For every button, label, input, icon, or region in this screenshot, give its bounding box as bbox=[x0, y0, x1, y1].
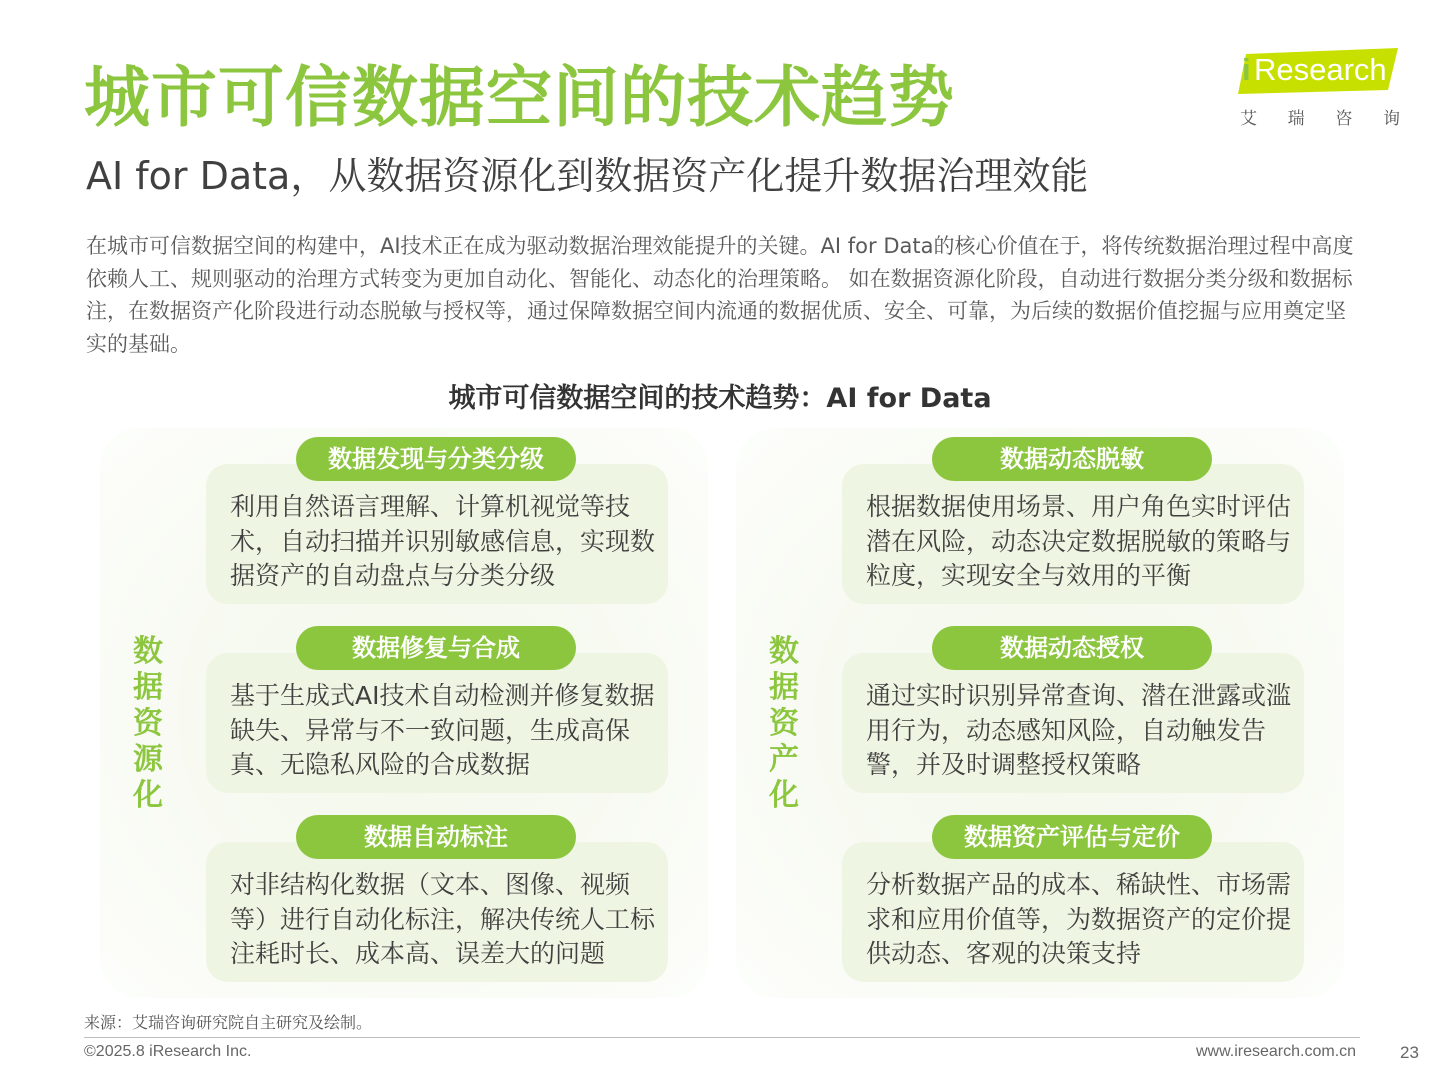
card-data-repair bbox=[206, 653, 668, 793]
logo-cn-char: 艾 bbox=[1240, 109, 1257, 129]
card-description: 根据数据使用场景、用户角色实时评估潜在风险，动态决定数据脱敏的策略与粒度，实现安全与效用的平衡 bbox=[866, 492, 1292, 590]
logo-wordmark: Research bbox=[1254, 52, 1387, 87]
card-title-badge: 数据动态授权 bbox=[932, 626, 1212, 670]
stage-label-char: 数 bbox=[769, 634, 799, 669]
logo-cn-char: 询 bbox=[1382, 109, 1400, 129]
page-title: 城市可信数据空间的技术趋势 bbox=[84, 59, 955, 136]
card-description: 通过实时识别异常查询、潜在泄露或滥用行为，动态感知风险，自动触发告警，并及时调整授权策略 bbox=[866, 681, 1292, 779]
logo-letter-i: i bbox=[1242, 52, 1251, 87]
copyright-text: ©2025.8 iResearch Inc. bbox=[84, 1043, 252, 1060]
stage-label-char: 据 bbox=[133, 670, 163, 705]
card-description: 分析数据产品的成本、稀缺性、市场需求和应用价值等，为数据资产的定价提供动态、客观的决策支持 bbox=[866, 870, 1292, 968]
logo-cn-char: 瑞 bbox=[1287, 109, 1305, 129]
source-note: 来源：艾瑞咨询研究院自主研究及绘制。 bbox=[84, 1013, 373, 1032]
stage-label-char: 据 bbox=[769, 670, 799, 705]
stage-label-char: 资 bbox=[133, 706, 163, 741]
asset-stage-label bbox=[764, 634, 804, 814]
stage-label-char: 数 bbox=[133, 634, 163, 669]
card-dynamic-masking bbox=[842, 464, 1304, 604]
stage-label-char: 源 bbox=[133, 742, 163, 777]
card-description: 利用自然语言理解、计算机视觉等技术，自动扫描并识别敏感信息，实现数据资产的自动盘点与分类分级 bbox=[230, 492, 656, 590]
card-description: 对非结构化数据（文本、图像、视频等）进行自动化标注，解决传统人工标注耗时长、成本高、误差大的问题 bbox=[230, 870, 656, 968]
footer-divider bbox=[84, 1037, 1360, 1038]
website-link[interactable]: www.iresearch.com.cn bbox=[1196, 1043, 1357, 1060]
stage-label-char: 资 bbox=[769, 706, 799, 741]
card-dynamic-authorization bbox=[842, 653, 1304, 793]
card-title-badge: 数据发现与分类分级 bbox=[296, 437, 576, 481]
stage-label-char: 产 bbox=[769, 742, 799, 777]
card-title-badge: 数据修复与合成 bbox=[296, 626, 576, 670]
card-title-badge: 数据动态脱敏 bbox=[932, 437, 1212, 481]
card-description: 基于生成式AI技术自动检测并修复数据缺失、异常与不一致问题，生成高保真、无隐私风险的合成数据 bbox=[230, 681, 655, 779]
page-number: 23 bbox=[1400, 1043, 1419, 1062]
card-data-discovery bbox=[206, 464, 668, 604]
iresearch-logo bbox=[1238, 46, 1400, 130]
logo-cn-char: 咨 bbox=[1335, 109, 1353, 129]
card-asset-valuation bbox=[842, 842, 1304, 982]
stage-label-char: 化 bbox=[769, 778, 799, 813]
diagram-title: 城市可信数据空间的技术趋势：AI for Data bbox=[448, 383, 992, 414]
card-title-badge: 数据资产评估与定价 bbox=[932, 815, 1212, 859]
intro-paragraph: 在城市可信数据空间的构建中，AI技术正在成为驱动数据治理效能提升的关键。AI for Data的核心价值在于，将传统数据治理过程中高度依赖人工、规则驱动的治理方式转变为更加自动化、智能化、动态化的治理策略。 如在数据资源化阶段，自动进行数据分类分级和数据标注，在数据资产化阶段进行动态脱敏与授权等，通过保障数据空间内流通的数据优质、安全、可靠，为后续的数据价值挖掘与应用奠定坚实的基础。 bbox=[86, 234, 1354, 356]
card-data-labeling bbox=[206, 842, 668, 982]
logo-chinese-name bbox=[1240, 104, 1400, 129]
page-subtitle: AI for Data，从数据资源化到数据资产化提升数据治理效能 bbox=[86, 154, 1089, 198]
card-title-badge: 数据自动标注 bbox=[296, 815, 576, 859]
stage-label-char: 化 bbox=[133, 778, 163, 813]
resource-stage-label bbox=[128, 634, 168, 814]
